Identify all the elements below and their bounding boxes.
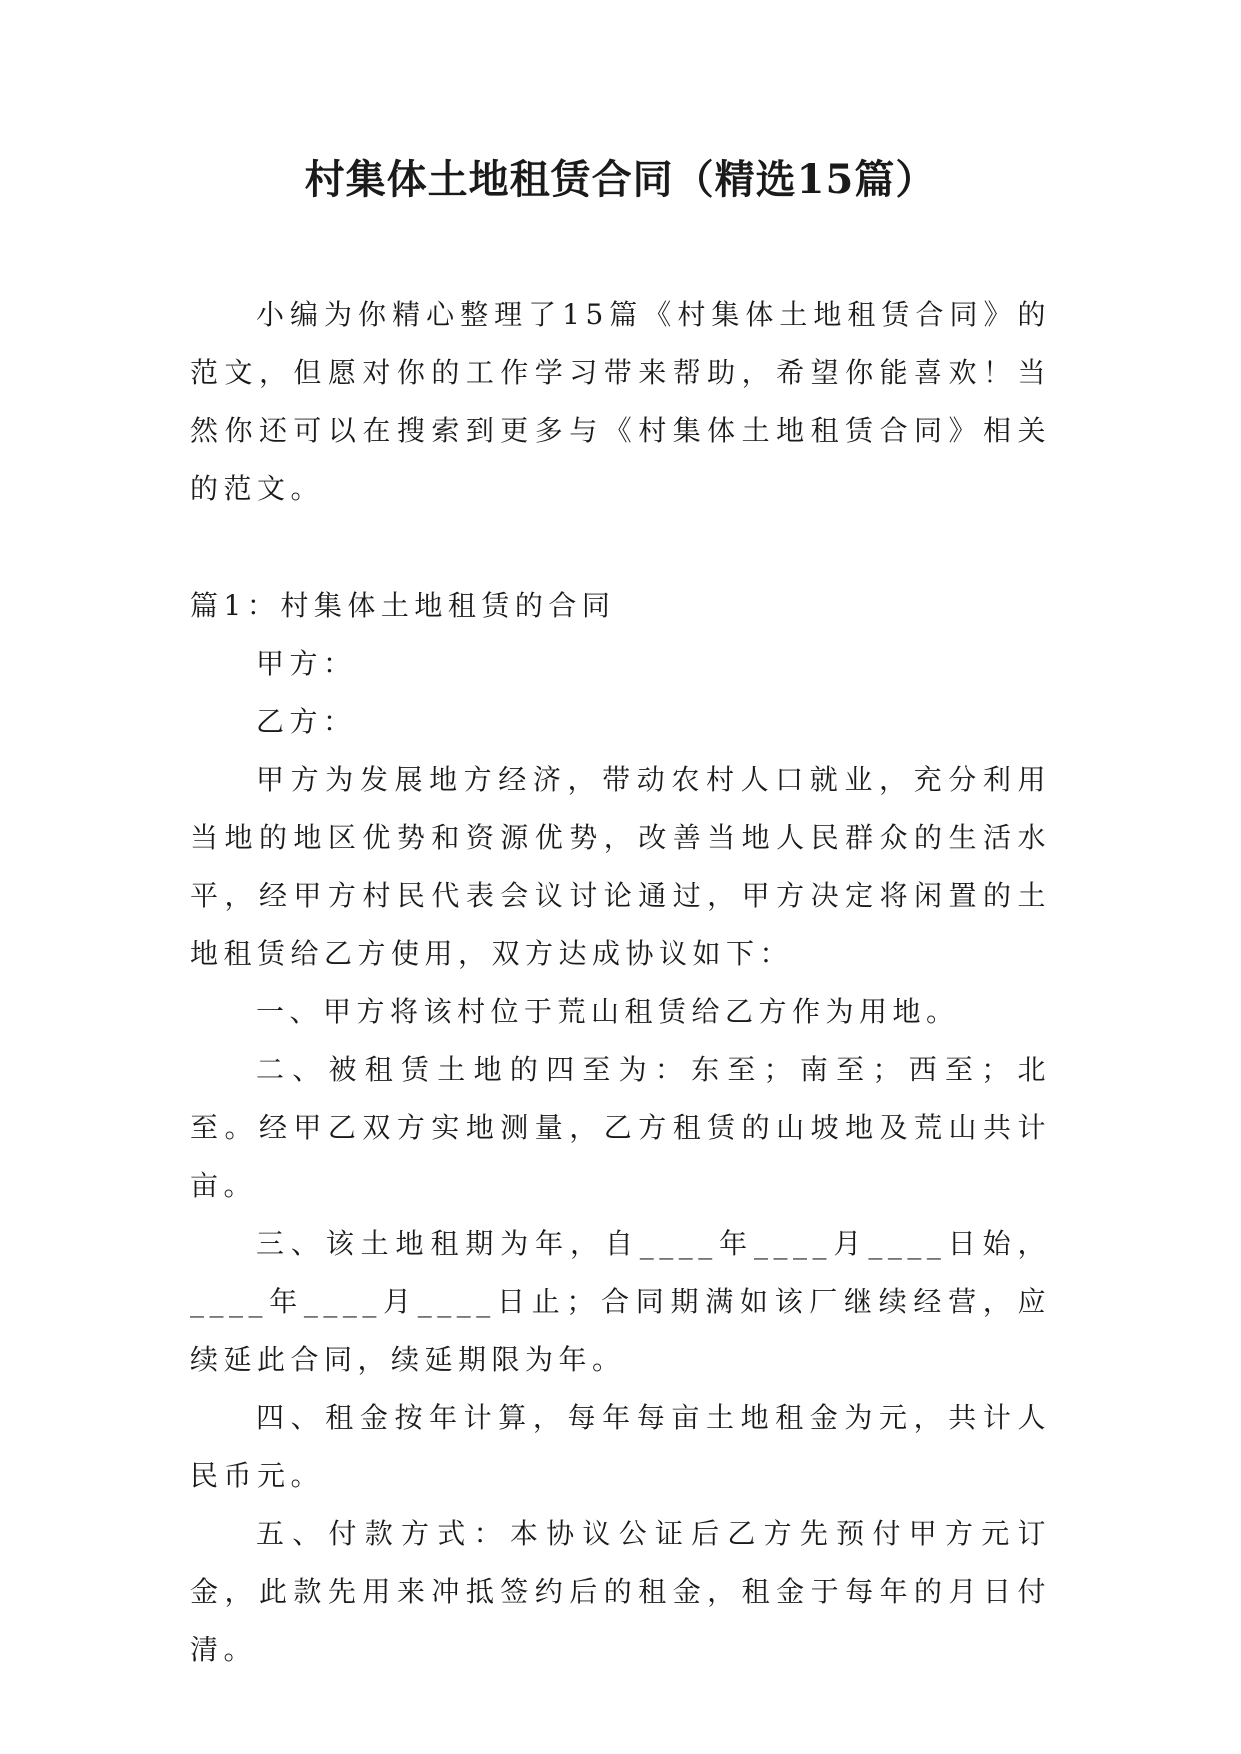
clause-1: 一、甲方将该村位于荒山租赁给乙方作为用地。 [256, 995, 960, 1028]
intro-paragraph: 小编为你精心整理了15篇《村集体土地租赁合同》的范文，但愿对你的工作学习带来帮助，希望你能喜欢！当然你还可以在搜索到更多与《村集体土地租赁合同》相关的范文。 [190, 298, 1051, 505]
contract-section [190, 577, 1051, 1679]
clause-2: 二、被租赁土地的四至为：东至；南至；西至；北至。经甲乙双方实地测量，乙方租赁的山坡地及荒山共计亩。 [190, 1053, 1051, 1202]
preamble-paragraph: 甲方为发展地方经济，带动农村人口就业，充分利用当地的地区优势和资源优势，改善当地人民群众的生活水平，经甲方村民代表会议讨论通过，甲方决定将闲置的土地租赁给乙方使用，双方达成协议如下： [190, 763, 1051, 970]
intro-block [190, 286, 1051, 518]
document-title: 村集体土地租赁合同（精选15篇） [304, 156, 937, 203]
section-heading: 篇1：村集体土地租赁的合同 [190, 589, 616, 622]
clause-4: 四、租金按年计算，每年每亩土地租金为元，共计人民币元。 [190, 1401, 1051, 1492]
clause-5: 五、付款方式：本协议公证后乙方先预付甲方元订金，此款先用来冲抵签约后的租金，租金于每年的月日付清。 [190, 1517, 1051, 1666]
party-a-line: 甲方： [256, 647, 357, 680]
clause-3: 三、该土地租期为年，自____年____月____日始，____年____月____日止；合同期满如该厂继续经营，应续延此合同，续延期限为年。 [190, 1227, 1051, 1376]
party-b-line: 乙方： [256, 705, 357, 738]
